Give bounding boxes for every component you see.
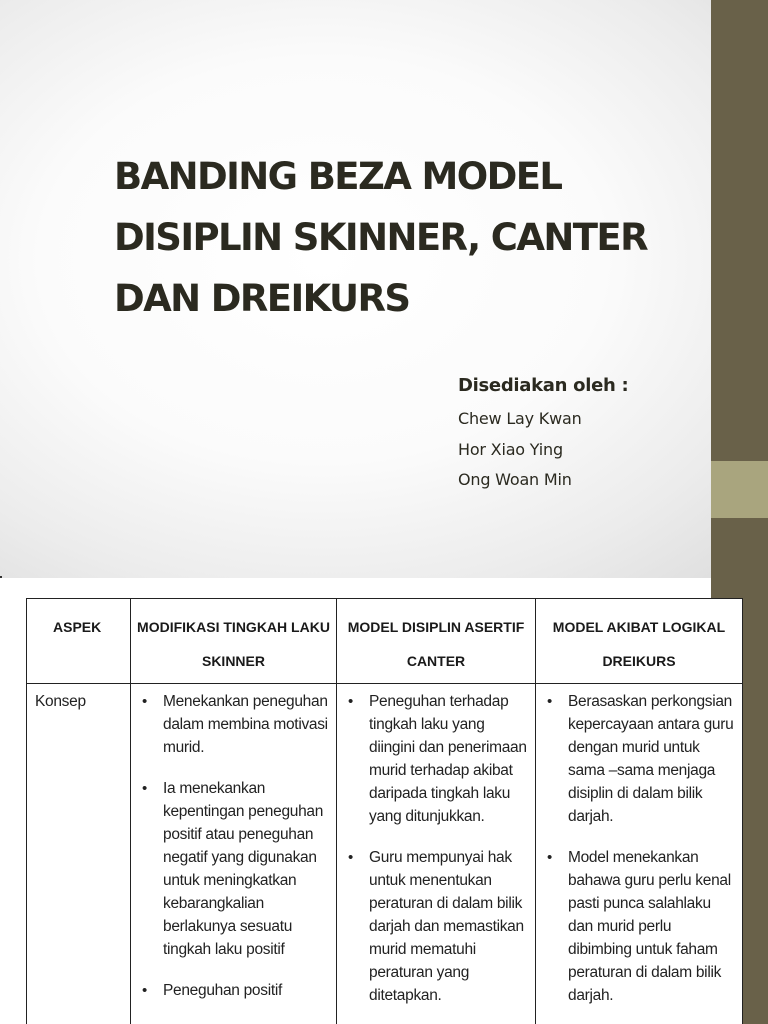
canter-cell xyxy=(337,684,536,1024)
dreikurs-cell xyxy=(536,684,743,1024)
aspek-cell: Konsep xyxy=(27,684,131,1024)
list-item: • Guru mempunyai hak untuk menentukan peraturan di dalam bilik darjah dan memastikan murid mematuhi peraturan yang ditetapkan. xyxy=(369,846,527,1007)
comparison-slide xyxy=(0,578,768,1024)
table-header-row xyxy=(27,599,743,684)
list-item: • Menekankan peneguhan dalam membina motivasi murid. xyxy=(163,690,328,759)
header-dreikurs-text: MODEL AKIBAT LOGIKAL DREIKURS xyxy=(552,619,726,669)
list-item: • Peneguhan terhadap tingkah laku yang diingini dan penerimaan murid terhadap akibat daripada tingkah laku yang ditunjukkan. xyxy=(369,690,527,828)
slide-title: BANDING BEZA MODEL DISIPLIN SKINNER, CANTER DAN DREIKURS xyxy=(114,155,647,320)
table-row xyxy=(27,684,743,1024)
list-item: • Berasaskan perkongsian kepercayaan antara guru dengan murid untuk sama –sama menjaga disiplin di dalam bilik darjah. xyxy=(568,690,734,828)
skinner-cell xyxy=(131,684,337,1024)
author-name: Hor Xiao Ying xyxy=(458,439,563,459)
header-canter: MODEL DISIPLIN ASERTIF CANTER xyxy=(337,599,536,684)
list-item: • Ia menekankan kepentingan peneguhan positif atau peneguhan negatif yang digunakan untuk meningkatkan kebarangkalian berlakunya sesuatu tingkah laku positif xyxy=(163,777,328,961)
prepared-by-block xyxy=(458,370,628,496)
header-dreikurs xyxy=(536,599,743,684)
header-skinner: MODIFIKASI TINGKAH LAKU SKINNER xyxy=(131,599,337,684)
decorative-side-accent xyxy=(711,461,768,518)
prepared-by-label: Disediakan oleh : xyxy=(458,375,629,396)
author-name: Chew Lay Kwan xyxy=(458,409,582,428)
list-item: • Peneguhan positif xyxy=(163,979,328,1002)
header-aspek: ASPEK xyxy=(27,599,131,684)
comparison-table xyxy=(26,598,743,1024)
list-item: • Model menekankan bahawa guru perlu kenal pasti punca salahlaku dan murid perlu dibimbing untuk faham peraturan di dalam bilik darjah. xyxy=(568,846,734,1007)
author-name: Ong Woan Min xyxy=(458,470,572,489)
